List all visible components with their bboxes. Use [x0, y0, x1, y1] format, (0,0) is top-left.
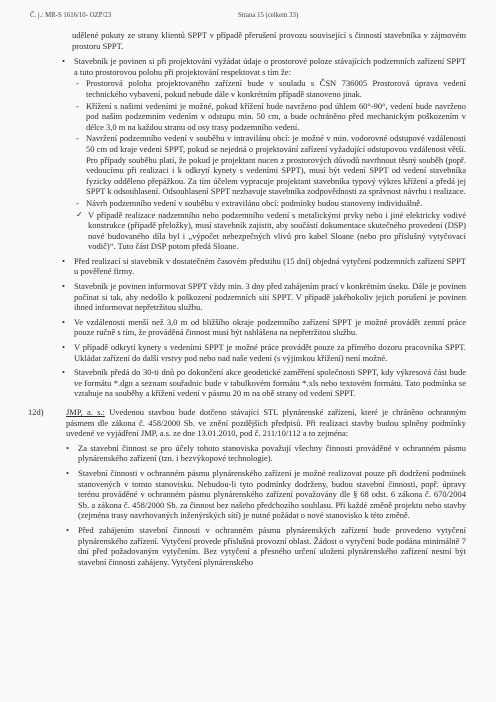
bullet-text: Před realizací si stavebník v dostatečném časovém předstihu (15 dní) objedná vytyčení podzemních zařízení SPPT u pověřené firmy. [74, 255, 466, 277]
dash-icon: - [76, 133, 79, 144]
sub-bullet-item [74, 210, 466, 252]
bullet-item [62, 281, 466, 313]
dash-icon: - [76, 100, 79, 111]
bullet-icon: • [62, 342, 65, 353]
bullet-item [66, 443, 466, 464]
bullet-item [66, 525, 466, 567]
bullet-icon: • [62, 255, 65, 266]
dash-text: Prostorová poloha projektovaného zařízení bude v souladu s ČSN 736005 Prostorová úprava vedení technického vybavení, pokud nebude dále v konkrétním případě stanoveno jinak. [86, 78, 466, 99]
bullet-item [62, 317, 466, 338]
bullet-item [62, 256, 466, 277]
bullet-item [66, 468, 466, 521]
dash-item [74, 101, 466, 133]
bullet-icon: • [62, 316, 65, 327]
bullet-text: Za stavební činnost se pro účely tohoto stanoviska považují všechny činnosti prováděné v ochranném pásmu plynárenského zařízení (tzn. i bezvýkopové technologie). [78, 442, 466, 464]
bullet-icon: • [62, 281, 65, 292]
bullet-text: Ve vzdálenosti menší než 3,0 m od bližšího okraje podzemního zařízení SPPT je možné provádět zemní práce pouze ručně s tím, že prováděná činnost musí být nahlášena na nepřetržitou službu. [74, 316, 466, 338]
bullet-icon: • [66, 524, 69, 535]
section-intro [66, 407, 466, 439]
reference-number: Č. j.: MR-S 1616/10- OZP/23 [30, 12, 112, 19]
section-number: 12d) [28, 407, 44, 417]
bullet-text: Stavebník předá do 30-ti dnů po dokončení akce geodetické zaměření společnosti SPPT, kdy výkresová část bude ve formátu *.dgn a seznam souřadnic bude v tabulkovém formátu *.xls nebo textovém formátu. Tato podmínka se vztahuje na souběhy a křížení vedení v pásmu 20 m na obě strany od vedení SPPT. [74, 367, 466, 399]
dash-text: Navržení podzemního vedení v souběhu v intravilánu obcí: je možné v min. vodorovné odstupové vzdálenosti 50 cm od kraje vedení SPPT, pokud se nejedná o projektování zařízení vyžadující odstupovou vzdálenost větší. Pro případy souběhu platí, že pokud je projektant nucen z prostorových důvodů navrhnout těsný souběh (popř. vedoucímu při realizaci i k odkrytí kynety s vedeními SPPT), musí být vedení SPPT od vedení stavebníka fyzicky odděleno přepážkou. Za tím účelem vypracuje projektant stavebníka typový výkres křížení a předá jej SPPT k odsouhlasení. Odsouhlasení SPPT nezbavuje stavebníka zodpovědnosti za správnost návrhu i realizace. [86, 133, 466, 197]
bullet-icon: • [62, 56, 65, 67]
dash-text: Křížení s našimi vedeními je možné, pokud křížení bude navrženo pod úhlem 60°-90°, vedení bude navrženo pod naším podzemním vedením v odstupu min. 50 cm, a bude ochráněno před mechanickým poškozením v délce 3,0 m na každou stranu od osy trasy podzemního vedení. [86, 100, 466, 132]
bullet-item [62, 56, 466, 252]
bullet-text: Před zahájením stavební činnosti v ochranném pásmu plynárenských zařízení bude provedeno vytyčení plynárenského zařízení. Vytyčení provede příslušná provozní oblast. Žádost o vytyčení bude podána minimálně 7 dní před požadovaným vytyčením. Bez vytyčení a přesného určení uložení plynárenského zařízení nesmí být stavební činnosti zahájeny. Vytyčení plynárenského [78, 524, 466, 567]
paragraph-continuation: udělené pokuty ze strany klientů SPPT v případě přerušení provozu související s činností stavebníka v zájmovém prostoru SPPT. [72, 30, 466, 51]
document-body [28, 30, 466, 567]
bullet-icon: • [66, 467, 69, 478]
bullet-text: V případě odkrytí kynety s vedeními SPPT je možné práce provádět pouze za přímého dozoru pracovníka SPPT. Ukládat zařízení do další vrstvy pod nebo nad naše vedení (s výjimkou křížení) není možné. [74, 342, 466, 363]
organization-name: JMP, a. s.: [66, 407, 105, 417]
bullet-text: Stavebník je povinen si při projektování vyžádat údaje o prostorové poloze stávajících podzemních zařízení SPPT a tuto prostorovou polohu při projektování respektovat s tím že: [74, 56, 466, 77]
page-number: Strana 15 (celkem 33) [238, 12, 299, 19]
dash-item [74, 198, 466, 209]
sub-bullet-icon: ✓ [76, 209, 83, 219]
dash-item [74, 133, 466, 197]
section-text: Uvedenou stavbou bude dotčeno stávající STL plynárenské zařízení, které je chráněno ochranným pásmem dle zákona č. 458/2000 Sb. ve znění pozdějších předpisů. Při realizaci stavby budou splněny podmínky uvedené ve vyjádření JMP, a.s. ze dne 13.01.2010, pod č. 211/10/112 a to zejména: [66, 407, 466, 439]
dash-icon: - [76, 78, 79, 89]
sub-bullet-text: V případě realizace nadzemního nebo podzemního vedení s metalickými prvky nebo i jiné elektricky vodivé konstrukce (případě přeložky), musí stavebník zajistit, aby součástí dokumentace skutečného provedení (DSP) nové budovaného díla byl i „výpočet nebezpečných vlivů pro kabel Sloane (nebo pro příslušný vytyčovací vodič)“. Tuto část DSP potom předá Sloane. [88, 209, 466, 252]
bullet-item [62, 367, 466, 399]
dash-item [74, 78, 466, 99]
section-12d [28, 407, 466, 567]
bullet-icon: • [66, 442, 69, 453]
bullet-item [62, 342, 466, 363]
bullet-text: Stavebník je povinen informovat SPPT vždy min. 3 dny před zahájením prací v konkrétním úseku. Dále je povinen počínat si tak, aby nedošlo k poškození podzemních sítí SPPT. V případě jakéhokoliv jejich porušení je povinen ihned informovat nepřetržitou službu. [74, 281, 466, 313]
dash-text: Návrh podzemního vedení v souběhu v extravilánu obcí: podmínky budou stanoveny individuálně. [86, 197, 423, 208]
bullet-icon: • [62, 367, 65, 378]
bullet-text: Stavební činnosti v ochranném pásmu plynárenského zařízení je možné realizovat pouze při dodržení podmínek stanovených v tomto stanovisku. Nebudou-li tyto podmínky dodrženy, budou stavební činnosti, popř. úpravy terénu prováděné v ochranném pásmu plynárenského zařízení považovány dle § 68 odst. 6 zákona č. 670/2004 Sb. a zákona č. 458/2000 Sb. za činnost bez našeho předchozího souhlasu. Při každé změně projektu nebo stavby (zejména trasy navrhovaných inženýrských sítí) je nutné požádat o nové stanovisko k této změně. [78, 467, 466, 521]
dash-icon: - [76, 197, 79, 208]
